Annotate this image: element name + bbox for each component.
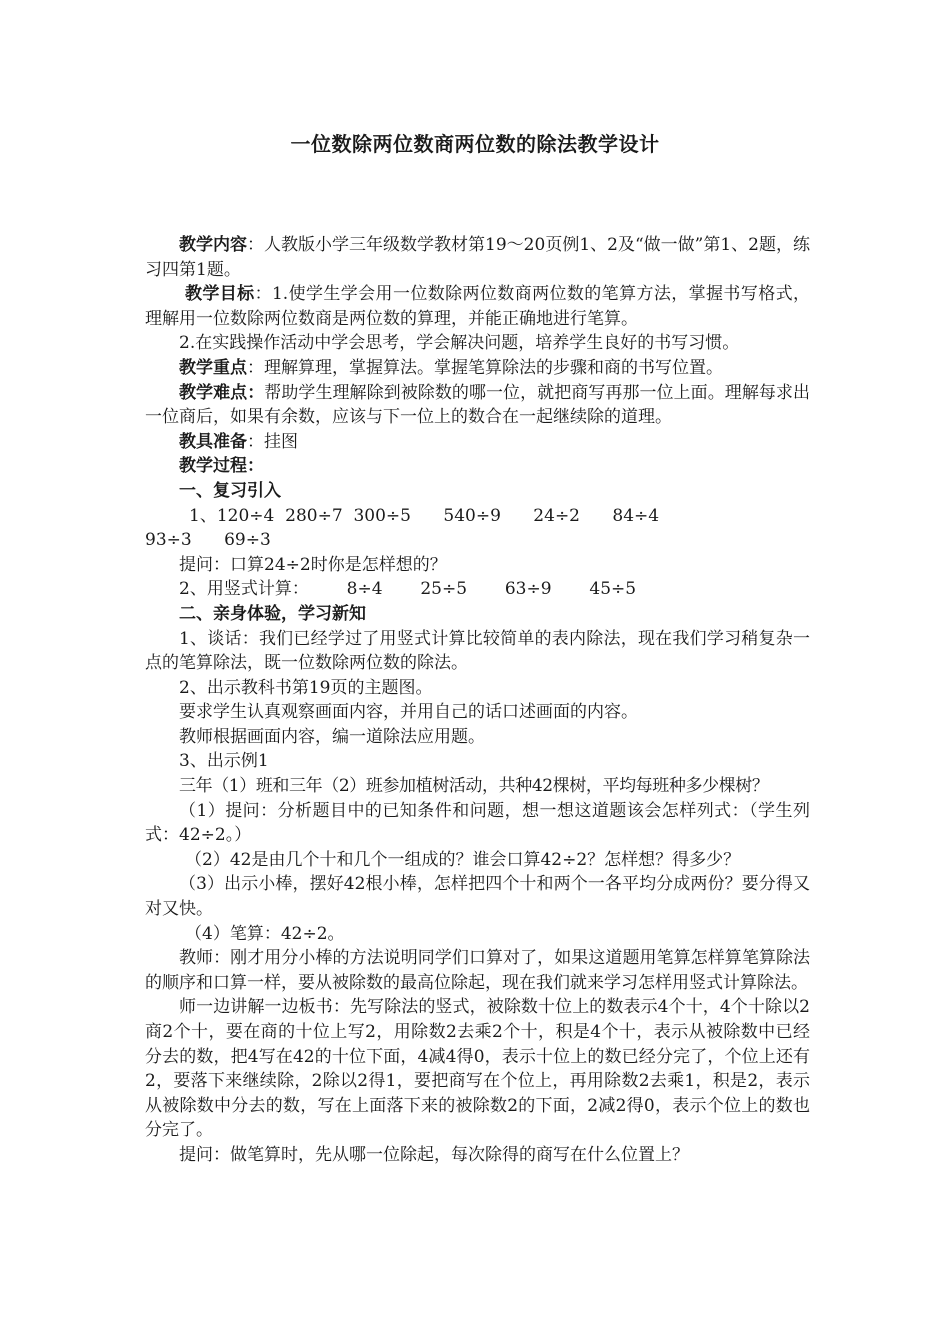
section-1-heading: 一、复习引入 <box>179 480 281 501</box>
new-paragraph-1: 1、谈话：我们已经学过了用竖式计算比较简单的表内除法，现在我们学习稍复杂一点的笔算除法，既一位数除两位数的除法。 <box>145 628 810 674</box>
review-question: 提问：口算24÷2时你是怎样想的？ <box>179 554 447 575</box>
teaching-content-text: ：人教版小学三年级数学教材第19～20页例1、2及“做一做”第1、2题，练习四第1题。 <box>145 235 810 280</box>
new-paragraph-8: （2）42是由几个十和几个一组成的？谁会口算42÷2？怎样想？得多少？ <box>185 849 741 870</box>
teaching-tools-label: 教具准备 <box>179 431 247 452</box>
teaching-content-label: 教学内容 <box>179 235 248 255</box>
section-2-heading: 二、亲身体验，学习新知 <box>179 603 366 624</box>
teaching-goal-2: 2.在实践操作活动中学会思考，学会解决问题，培养学生良好的书写习惯。 <box>179 333 740 354</box>
new-paragraph-2: 2、出示教科书第19页的主题图。 <box>179 677 433 698</box>
teaching-key <box>145 356 810 381</box>
teaching-goal-text-1: ：1.使学生学会用一位数除两位数商两位数的笔算方法，掌握书写格式，理解用一位数除两位数商是两位数的算理，并能正确地进行笔算。 <box>145 284 811 329</box>
teaching-tools-text: ：挂图 <box>247 431 298 452</box>
new-paragraph-3: 要求学生认真观察画面内容，并用自己的话口述画面的内容。 <box>179 702 638 723</box>
new-paragraph-7: （1）提问：分析题目中的已知条件和问题，想一想这道题该会怎样列式：（学生列式：42÷2。） <box>145 800 810 846</box>
teaching-goal-label: 教学目标 <box>185 284 255 305</box>
teaching-key-label: 教学重点 <box>179 357 247 378</box>
teaching-content <box>145 233 810 282</box>
new-paragraph-5: 3、出示例1 <box>179 751 269 772</box>
review-line-1: 1、120÷4 280÷7 300÷5 540÷9 24÷2 84÷4 <box>189 505 660 526</box>
new-paragraph-12: 师一边讲解一边板书：先写除法的竖式，被除数十位上的数表示4个十，4个十除以2商2个十，要在商的十位上写2，用除数2去乘2个十，积是4个十，表示从被除数中已经分去的数，把4写在42的十位下面，4减4得0，表示十位上的数已经分完了，个位上还有2，要落下来继续除，2除以2得1，要把商写在个位上，再用除数2去乘1，积是2，表示从被除数中分去的数，写在上面落下来的被除数2的下面，2减2得0，表示个位上的数也分完了。 <box>145 997 810 1141</box>
new-paragraph-9: （3）出示小棒，摆好42根小棒，怎样把四个十和两个一各平均分成两份？要分得又对又快。 <box>145 874 810 920</box>
new-paragraph-11: 教师：刚才用分小棒的方法说明同学们口算对了，如果这道题用笔算怎样算笔算除法的顺序和口算一样，要从被除数的最高位除起，现在我们就来学习怎样用竖式计算除法。 <box>145 948 810 993</box>
teaching-goal <box>145 282 810 331</box>
teaching-difficulty-text: 帮助学生理解除到被除数的哪一位，就把商写再那一位上面。理解每求出一位商后，如果有余数，应该与下一位上的数合在一起继续除的道理。 <box>145 382 811 428</box>
new-paragraph-4: 教师根据画面内容，编一道除法应用题。 <box>179 726 485 747</box>
teaching-difficulty-label: 教学难点： <box>179 382 265 403</box>
new-paragraph-13: 提问：做笔算时，先从哪一位除起，每次除得的商写在什么位置上？ <box>179 1144 689 1165</box>
document-title: 一位数除两位数商两位数的除法教学设计 <box>290 132 660 156</box>
teaching-difficulty <box>145 381 810 430</box>
review-line-3: 2、用竖式计算： 8÷4 25÷5 63÷9 45÷5 <box>179 579 637 600</box>
new-paragraph-6: 三年（1）班和三年（2）班参加植树活动，共种42棵树，平均每班种多少棵树？ <box>179 776 769 797</box>
teaching-tools <box>145 430 810 455</box>
teaching-key-text: ：理解算理，掌握算法。掌握笔算除法的步骤和商的书写位置。 <box>247 357 723 378</box>
review-line-2: 93÷3 69÷3 <box>145 530 271 551</box>
document-body <box>145 233 810 1168</box>
new-paragraph-10: （4）笔算：42÷2。 <box>185 923 345 944</box>
teaching-process-label: 教学过程： <box>179 456 264 477</box>
